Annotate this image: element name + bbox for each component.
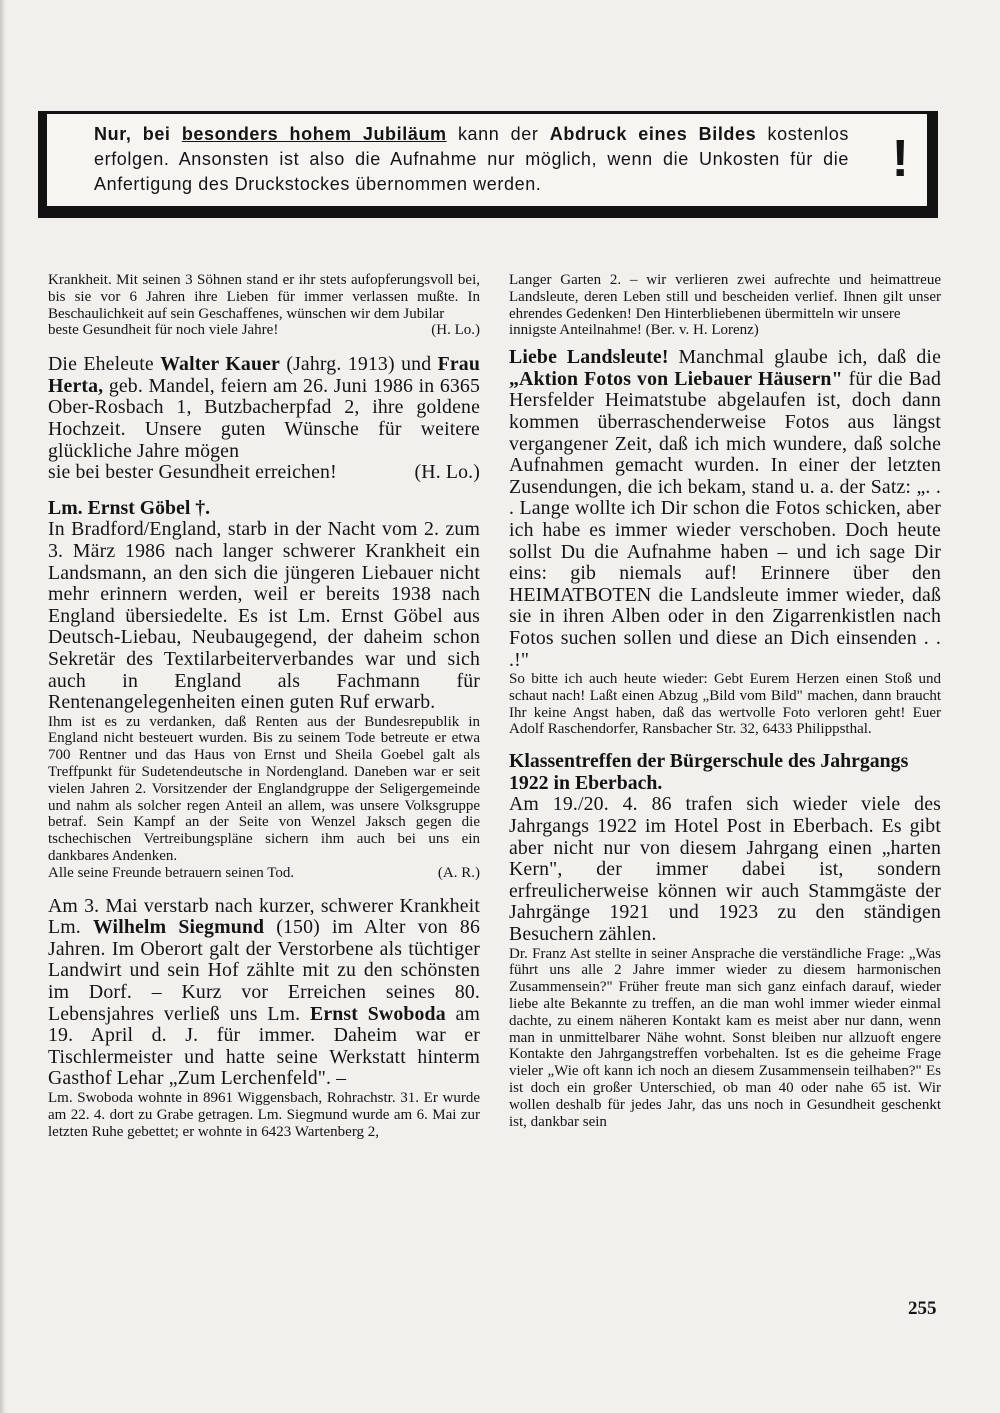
- left-p5-name-2: Ernst Swoboda: [309, 1002, 446, 1025]
- notice-text: Nur, bei besonders hohem Jubiläum kann der Abdruck eines Bildes kostenlos erfolgen. Ansonsten ist also die Aufnahme nur möglich, wenn die Unkosten für die Anfertigung des Druckstockes übernommen werden.: [94, 124, 849, 194]
- left-p5-c: (150) im Alter von 86 Jahren. Im Oberort galt der Verstorbene als tüchtiger Landwirt und sein Hof zählte mit zu den schönsten im Dorf. – Kurz vor Erreichen seines 80. Lebensjahres verließ uns Lm.: [48, 916, 480, 1025]
- left-p2-a: Die Eheleute: [48, 353, 161, 376]
- right-paragraph-4: Am 19./20. 4. 86 trafen sich wieder viele des Jahrgangs 1922 im Hotel Post in Eberbach. Es gibt aber nicht nur von diesem Jahrgang einen „harten Kern", der immer dabei ist, sondern erfreulicherweise können wir auch Stammgäste der Jahrgänge 1921 und 1923 zu den ständigen Besuchern zählen.: [509, 793, 941, 946]
- page-number: 255: [908, 1298, 937, 1319]
- left-p2-last-line: sie bei bester Gesundheit erreichen!: [48, 461, 337, 484]
- notice-word-bei: bei: [142, 124, 171, 144]
- page-edge-shadow: [0, 0, 6, 1413]
- left-p2-name-1: Walter Kauer: [160, 353, 280, 376]
- left-column: [48, 272, 480, 1140]
- left-p4-text: Ihm ist es zu verdanken, daß Renten aus der Bundesrepublik in England nicht besteuert wurden. Bis zu seinem Tode betreute er etwa 700 Rentner und das Haus von Ernst und Sheila Goebel galt als Treffpunkt für Sudetendeutsche in Nordengland. Daneben war er seit vielen Jahren 2. Vorsitzender der Englandgruppe der Seligergemeinde und nahm als solcher regen Anteil an allem, was unsere Volksgruppe betraf. Sein Kampf an der Seite von Wenzel Jaksch gegen die tschechischen Vertreibungspläne sichern ihm auch bei uns ein dankbares Andenken.: [48, 713, 480, 865]
- left-paragraph-1: [48, 272, 480, 339]
- notice-box: [38, 111, 938, 218]
- left-paragraph-4: [48, 714, 480, 882]
- right-p1-last-line: innigste Anteilnahme! (Ber. v. H. Lorenz): [509, 322, 759, 339]
- right-p2-d: für die Bad Hersfelder Heimatstube abgelaufen ist, doch dann kommen überraschenderweise Fotos aus längst vergangener Zeit, daß ich mich wundere, daß solche Aufnahmen gemacht wurden. In einer der letzten Zusendungen, die ich bekam, stand u. a. der Satz: „. . . Lange wollte ich Dir schon die Fotos schicken, aber ich habe es immer wieder verschoben. Doch heute sollst Du die Aufnahme haben – und ich sage Dir eins: gib niemals auf! Erinnere über den HEIMATBOTEN die Landsleute immer wieder, daß sie in ihren Alben oder in den Zigarrenkistlen nach Fotos suchen sollen und diese an Dich einsenden . . .!": [509, 367, 942, 671]
- notice-word-nur: Nur: [94, 124, 126, 144]
- left-p4-signature: (A. R.): [437, 864, 480, 881]
- left-p4-last-line: Alle seine Freunde betrauern seinen Tod.: [48, 864, 295, 881]
- left-heading-goebel: Lm. Ernst Göbel †.: [48, 496, 211, 519]
- left-paragraph-6: Lm. Swoboda wohnte in 8961 Wiggensbach, Rohrachstr. 31. Er wurde am 22. 4. dort zu Grabe getragen. Lm. Siegmund wurde am 6. Mai zur letzten Ruhe gebettet; er wohnte in 6423 Wartenberg 2,: [48, 1090, 480, 1140]
- left-p5-a: Am 3. Mai verstarb nach kurzer, schwerer Krankheit Lm.: [48, 894, 480, 939]
- right-paragraph-2: [509, 347, 941, 671]
- notice-underlined-phrase: besonders hohem Jubiläum: [181, 124, 447, 144]
- left-paragraph-5: [48, 896, 480, 1090]
- left-p1-last-line: beste Gesundheit für noch viele Jahre!: [48, 322, 279, 339]
- left-p1-text: Krankheit. Mit seinen 3 Söhnen stand er ihr stets aufopferungsvoll bei, bis sie vor 6 Jahren ihre Lieben für immer verlassen mußte. In Beschaulichkeit auf sein Geschaffenes, wünschen wir dem Jubilar: [48, 272, 480, 322]
- left-paragraph-2: [48, 354, 480, 484]
- left-p5-name-1: Wilhelm Siegmund: [92, 916, 265, 939]
- right-column: [509, 272, 941, 1130]
- left-p2-signature: (H. Lo.): [414, 461, 480, 484]
- exclamation-mark: !: [891, 130, 909, 188]
- left-p1-signature: (H. Lo.): [431, 322, 480, 339]
- right-paragraph-5: Dr. Franz Ast stellte in seiner Ansprache die verständliche Frage: „Was führt uns alle 2 Jahre immer wieder zu diesem harmonischen Zusammensein?" Früher freute man sich ganz einfach darauf, wieder liebe alte Bekannte zu treffen, an die man wohl immer wieder einmal dachte, zu einem näheren Kontakt kam es meist aber nur dann, wenn man in unmittelbarer Nähe wohnt. Sonst bleiben nur allzuoft engere Kontakte den Jahrgangstreffen vorbehalten. Ist es die geheime Frage vieler „Wie oft kann ich noch an diesem Zusammensein teilhaben?" Es ist doch ein großer Unterschied, ob man 40 oder nahe 65 ist. Wir wollen deshalb für jedes Jahr, das uns noch in Gesundheit geschenkt ist, dankbar sein: [509, 945, 941, 1130]
- right-p1-text: Langer Garten 2. – wir verlieren zwei aufrechte und heimattreue Landsleute, deren Leben still und bescheiden verlief. Ihnen gilt unser ehrendes Gedenken! Den Hinterbliebenen übermitteln wir unsere: [509, 272, 941, 322]
- right-p2-action-title: „Aktion Fotos von Liebauer Häusern": [509, 367, 843, 390]
- right-paragraph-3: So bitte ich auch heute wieder: Gebt Eurem Herzen einen Stoß und schaut nach! Laßt einen Abzug „Bild vom Bild" machen, dann braucht Ihr keine Angst haben, daß das wertvolle Foto verloren geht! Euer Adolf Raschendorfer, Ransbacher Str. 32, 6433 Philippsthal.: [509, 671, 941, 738]
- notice-bold-phrase: Abdruck eines Bildes: [549, 124, 757, 144]
- notice-text-rest: kostenlos erfolgen. Ansonsten ist also die Aufnahme nur möglich, wenn die Unkosten für die Anfertigung des Druckstockes übernommen werden.: [94, 124, 849, 194]
- left-p5-e: am 19. April d. J. für immer. Daheim war er Tischlermeister und hatte seine Werkstatt hinterm Gasthof Lehar „Zum Lerchenfeld". –: [48, 1002, 480, 1090]
- left-paragraph-3: In Bradford/England, starb in der Nacht vom 2. zum 3. März 1986 nach langer schwerer Krankheit ein Landsmann, an den sich die jüngeren Liebauer nicht mehr erinnern werden, weil er bereits 1938 nach England übersiedelte. Es ist Lm. Ernst Göbel aus Deutsch-Liebau, Neubaugegend, der daheim schon Sekretär des Textilarbeiterverbandes war und sich auch in England als Fachmann für Rentenangelegenheiten einen guten Ruf erwarb.: [48, 518, 480, 714]
- right-p2-b: Manchmal glaube ich, daß die: [668, 346, 941, 369]
- left-p2-e: geb. Mandel, feiern am 26. Juni 1986 in 6365 Ober-Rosbach 1, Butzbacherpfad 2, ihre goldene Hochzeit. Unsere guten Wünsche für weitere glückliche Jahre mögen: [48, 374, 480, 462]
- left-p2-c: (Jahrg. 1913) und: [279, 353, 438, 376]
- left-p2-name-2: Frau Herta,: [48, 353, 480, 397]
- right-p2-greeting: Liebe Landsleute!: [509, 346, 669, 369]
- right-heading-klassentreffen: Klassentreffen der Bürgerschule des Jahrgangs 1922 in Eberbach.: [509, 750, 909, 794]
- right-paragraph-1: [509, 272, 941, 339]
- notice-text-segment: kann der: [457, 124, 539, 144]
